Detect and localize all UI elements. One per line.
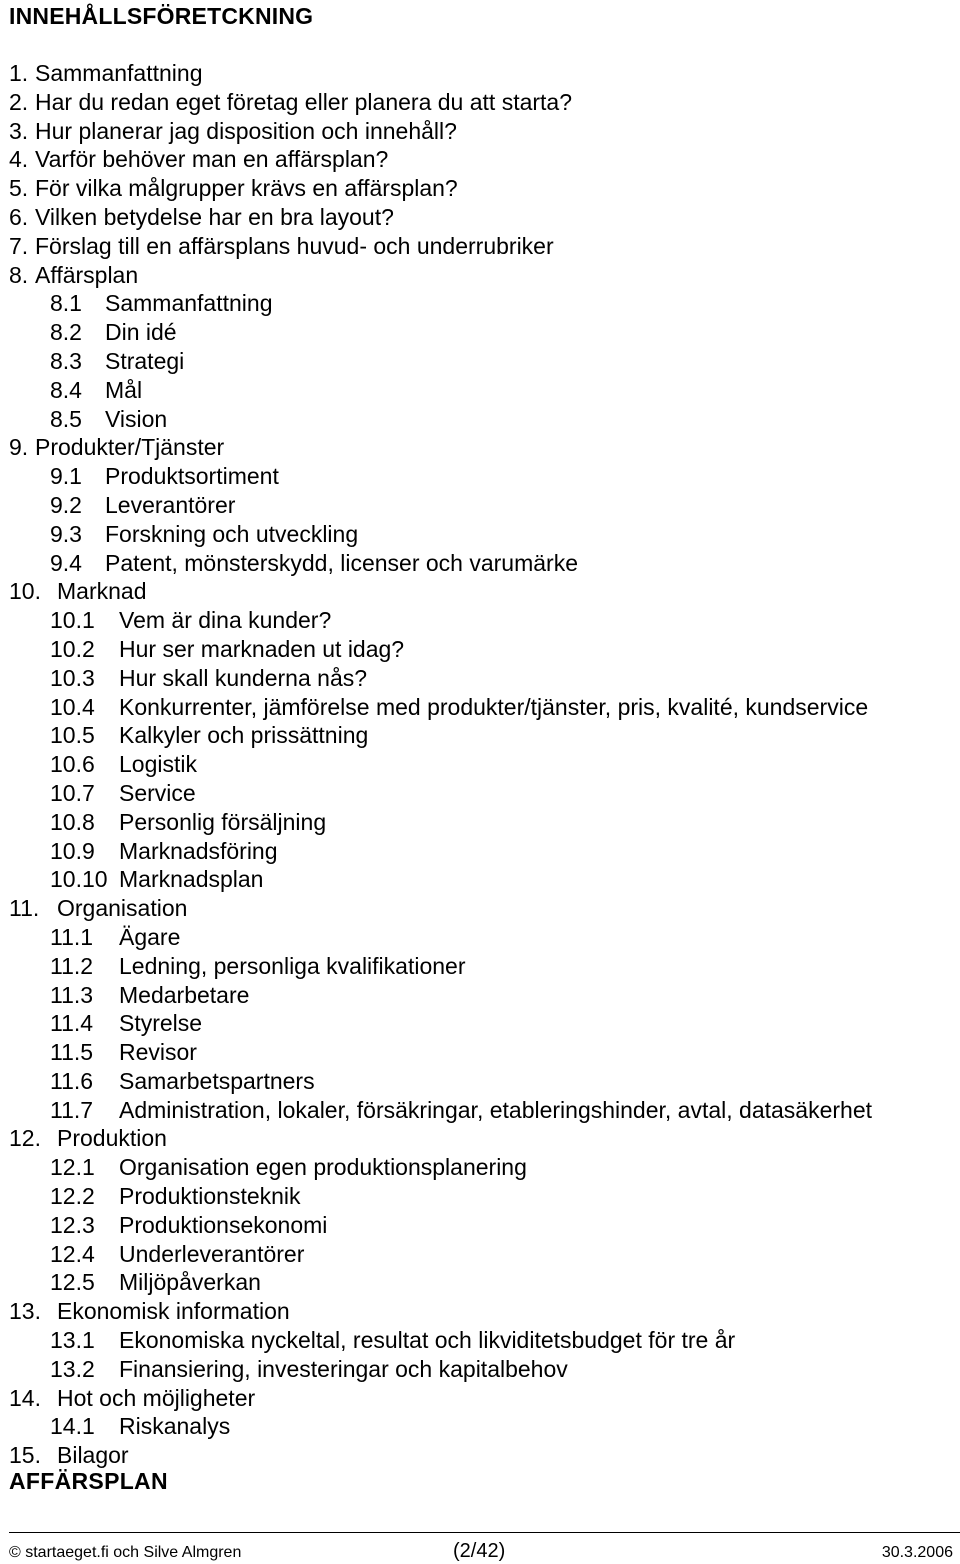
toc-entry-number: 1. [9,60,29,86]
toc-entry-title: Affärsplan [35,261,139,288]
toc-entry-number: 5. [9,175,29,202]
toc-entry-number: 9.2 [50,491,82,518]
toc-entry [0,1355,960,1384]
toc-entry-title: Medarbetare [119,981,250,1008]
toc-entry-number: 12.2 [50,1183,95,1210]
footer-copyright: © startaeget.fi och Silve Almgren [9,1544,242,1561]
toc-entry-title: Samarbetspartners [119,1067,315,1094]
toc-entry-number: 10.1 [50,607,95,634]
toc-entry-number: 8.5 [50,405,82,432]
toc-entry-number: 11.5 [50,1039,94,1066]
toc-entry [0,865,960,894]
toc-entry [0,606,960,635]
toc-entry [0,376,960,405]
toc-entry-title: Hur planerar jag disposition och innehåll? [35,117,457,144]
toc-entry-title: Produktionsekonomi [119,1211,328,1238]
toc-entry-number: 10.4 [50,693,95,720]
toc-entry-title: Marknadsplan [119,866,264,893]
toc-entry [0,491,960,520]
toc-entry-title: Vem är dina kunder? [119,607,332,634]
toc-entry-title: Vilken betydelse har en bra layout? [35,203,394,230]
toc-entry-title: Din idé [105,319,177,346]
toc-entry [0,635,960,664]
toc-entry [0,779,960,808]
toc-entry [0,1211,960,1240]
toc-entry-number: 11.2 [50,952,94,979]
toc-entry-number: 12.5 [50,1269,95,1296]
toc-entry [0,1441,960,1470]
toc-entry [0,837,960,866]
toc-entry [0,1124,960,1153]
toc-entry-title: Sammanfattning [105,290,273,317]
toc-entry [0,520,960,549]
toc-entry [0,664,960,693]
toc-entry-title: Service [119,779,196,806]
toc-entry-title: Organisation egen produktionsplanering [119,1154,527,1181]
toc-entry [0,1412,960,1441]
toc-entry [0,923,960,952]
toc-entry-number: 10.7 [50,779,95,806]
toc-entry-title: Produktionsteknik [119,1183,301,1210]
toc-entry-number: 10.6 [50,751,95,778]
toc-entry-number: 9.1 [50,463,82,490]
toc-entry-title: Konkurrenter, jämförelse med produkter/tjänster, pris, kvalité, kundservice [119,693,869,720]
toc-entry [0,347,960,376]
toc-entry [0,750,960,779]
toc-entry [0,808,960,837]
toc-entry [0,1384,960,1413]
toc-entry [0,981,960,1010]
toc-entry-number: 10.3 [50,664,95,691]
toc-entry-number: 8.4 [50,376,82,403]
toc-entry-title: Hur ser marknaden ut idag? [119,635,405,662]
footer-date: 30.3.2006 [881,1544,953,1561]
toc-entry-number: 8.2 [50,319,82,346]
toc-entry-number: 14.1 [50,1413,95,1440]
toc-entry [0,1067,960,1096]
toc-entry [0,1268,960,1297]
toc-entry-number: 8. [9,261,29,288]
toc-entry-title: Marknadsföring [119,837,278,864]
toc-entry-title: Administration, lokaler, försäkringar, etableringshinder, avtal, datasäkerhet [119,1096,873,1123]
toc-entry-title: Sammanfattning [35,60,203,86]
toc-entry-number: 9. [9,434,29,461]
toc-entry [0,462,960,491]
footer-page-number: (2/42) [453,1540,506,1562]
toc-entry-number: 10.2 [50,635,95,662]
toc-entry [0,88,960,117]
toc-entry-title: Miljöpåverkan [119,1269,261,1296]
toc-entry-number: 10.8 [50,808,95,835]
toc-entry-number: 12.1 [50,1154,95,1181]
toc-entry-title: Styrelse [119,1010,203,1037]
toc-entry-number: 6. [9,203,29,230]
toc-entry-number: 10. [9,578,41,605]
toc-entry-title: Hot och möjligheter [57,1384,256,1411]
toc-entry [0,203,960,232]
toc-entry-title: Har du redan eget företag eller planera du att starta? [35,88,573,115]
toc-entry [0,721,960,750]
toc-entry-title: Ekonomisk information [57,1298,290,1325]
page-title: INNEHÅLLSFÖRETCKNING [9,3,314,29]
toc-entry-number: 10.9 [50,837,95,864]
toc-entry [0,433,960,462]
toc-entry-title: Organisation [57,895,188,922]
toc-entry-title: Personlig försäljning [119,808,327,835]
toc-entry-number: 13.2 [50,1355,95,1382]
toc-entry-title: Hur skall kunderna nås? [119,664,368,691]
toc-entry-title: Bilagor [57,1442,129,1469]
toc-entry [0,1240,960,1269]
toc-entry-title: Revisor [119,1039,197,1066]
toc-entry-title: Produktion [57,1125,167,1152]
toc-entry-title: Kalkyler och prissättning [119,722,369,749]
toc-entry-title: Finansiering, investeringar och kapitalbehov [119,1355,568,1382]
toc-entry [0,894,960,923]
toc-entry-number: 9.3 [50,520,82,547]
toc-entry-number: 12.3 [50,1211,95,1238]
toc-entry-number: 12. [9,1125,41,1152]
table-of-contents [0,59,960,1470]
toc-entry-title: Patent, mönsterskydd, licenser och varumärke [105,549,578,576]
toc-entry-number: 11.4 [50,1010,94,1037]
toc-entry-number: 11. [9,895,40,922]
toc-entry [0,117,960,146]
toc-entry-title: Varför behöver man en affärsplan? [35,146,389,173]
toc-entry [0,577,960,606]
toc-entry [0,261,960,290]
toc-entry-title: Forskning och utveckling [105,520,359,547]
toc-entry [0,1326,960,1355]
toc-entry-number: 11.3 [50,981,94,1008]
toc-entry-number: 4. [9,146,29,173]
toc-entry-title: Marknad [57,578,147,605]
toc-entry-number: 13. [9,1298,41,1325]
toc-entry [0,952,960,981]
toc-entry-title: Vision [105,405,168,432]
toc-entry-number: 11.1 [50,923,94,950]
toc-entry-title: Logistik [119,751,197,778]
toc-entry-number: 15. [9,1442,41,1469]
toc-entry-title: För vilka målgrupper krävs en affärsplan? [35,175,458,202]
toc-entry [0,59,960,88]
toc-entry [0,1182,960,1211]
toc-entry [0,145,960,174]
toc-entry-title: Förslag till en affärsplans huvud- och underrubriker [35,232,554,259]
toc-entry-title: Produktsortiment [105,463,279,490]
toc-entry-title: Strategi [105,347,185,374]
toc-entry-title: Produkter/Tjänster [35,434,225,461]
toc-entry-title: Ekonomiska nyckeltal, resultat och likviditetsbudget för tre år [119,1327,736,1354]
page-footer [9,1540,953,1564]
toc-entry-number: 13.1 [50,1327,95,1354]
toc-entry-title: Ägare [119,923,181,950]
toc-entry [0,405,960,434]
toc-entry-title: Mål [105,376,143,403]
toc-entry-number: 10.10 [50,866,108,893]
toc-entry [0,1297,960,1326]
toc-entry-number: 9.4 [50,549,82,576]
toc-entry-number: 14. [9,1384,41,1411]
toc-entry-number: 12.4 [50,1240,95,1267]
toc-entry-number: 8.1 [50,290,82,317]
toc-entry-title: Leverantörer [105,491,236,518]
section-heading: AFFÄRSPLAN [9,1468,168,1494]
toc-entry [0,232,960,261]
toc-entry-number: 7. [9,232,29,259]
toc-entry-number: 2. [9,88,29,115]
toc-entry [0,1009,960,1038]
toc-entry [0,549,960,578]
toc-entry [0,289,960,318]
toc-entry [0,1096,960,1125]
toc-entry-number: 8.3 [50,347,82,374]
toc-entry-number: 11.7 [50,1096,94,1123]
toc-entry-title: Ledning, personliga kvalifikationer [119,952,466,979]
toc-entry-number: 11.6 [50,1067,94,1094]
toc-entry [0,318,960,347]
toc-entry [0,1038,960,1067]
toc-entry [0,1153,960,1182]
footer-divider [9,1532,960,1533]
toc-entry-title: Underleverantörer [119,1240,305,1267]
toc-entry-number: 3. [9,117,29,144]
toc-entry [0,693,960,722]
toc-entry-title: Riskanalys [119,1413,231,1440]
toc-entry [0,174,960,203]
toc-entry-number: 10.5 [50,722,95,749]
